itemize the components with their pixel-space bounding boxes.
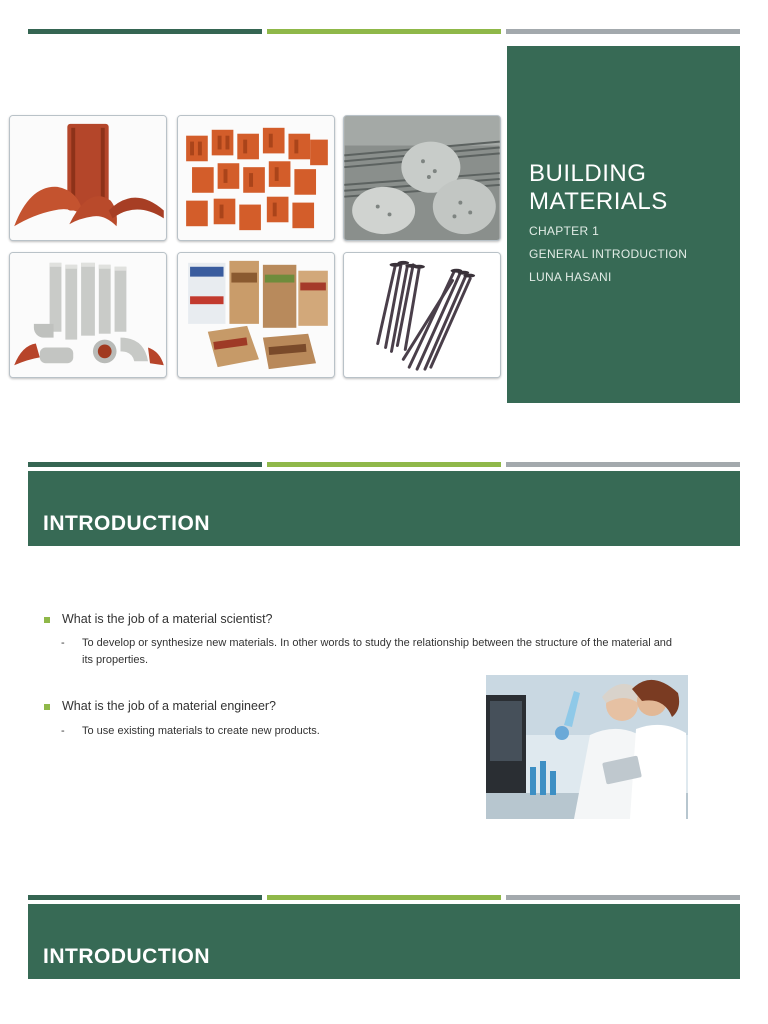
rebar-photo bbox=[343, 115, 501, 241]
lab-scientists-photo bbox=[486, 675, 688, 819]
accent-bar-gray bbox=[506, 895, 740, 900]
answer-line: its properties. bbox=[82, 654, 149, 666]
accent-bar-green bbox=[267, 895, 501, 900]
bullet-square-icon bbox=[44, 617, 50, 623]
pvc-pipes-photo bbox=[9, 252, 167, 378]
cement-bags-photo bbox=[177, 252, 335, 378]
answer-text bbox=[82, 635, 732, 669]
accent-bar-dark bbox=[28, 895, 262, 900]
roof-tiles-photo bbox=[9, 115, 167, 241]
author-label: LUNA HASANI bbox=[529, 270, 612, 284]
chapter-label: CHAPTER 1 bbox=[529, 224, 600, 238]
bricks-photo bbox=[177, 115, 335, 241]
section-title: INTRODUCTION bbox=[43, 945, 210, 968]
accent-bar-gray bbox=[506, 29, 740, 34]
answer-text: To use existing materials to create new products. bbox=[82, 725, 320, 737]
accent-bar-green bbox=[267, 462, 501, 467]
subtitle-label: GENERAL INTRODUCTION bbox=[529, 247, 688, 261]
question-text: What is the job of a material engineer? bbox=[62, 699, 277, 713]
section-header bbox=[28, 471, 740, 546]
accent-bar-gray bbox=[506, 462, 740, 467]
accent-bar-dark bbox=[28, 462, 262, 467]
answer-line: To develop or synthesize new materials. In other words to study the relationship between the structure of the material and bbox=[82, 637, 673, 649]
section-header bbox=[28, 904, 740, 979]
dash-marker: - bbox=[61, 725, 65, 737]
bullet-square-icon bbox=[44, 704, 50, 710]
accent-bar-green bbox=[267, 29, 501, 34]
accent-bar-dark bbox=[28, 29, 262, 34]
nails-photo bbox=[343, 252, 501, 378]
dash-marker: - bbox=[61, 637, 65, 649]
slide-title: BUILDING MATERIALS bbox=[529, 160, 668, 215]
section-title: INTRODUCTION bbox=[43, 512, 210, 535]
question-text: What is the job of a material scientist? bbox=[62, 612, 273, 626]
